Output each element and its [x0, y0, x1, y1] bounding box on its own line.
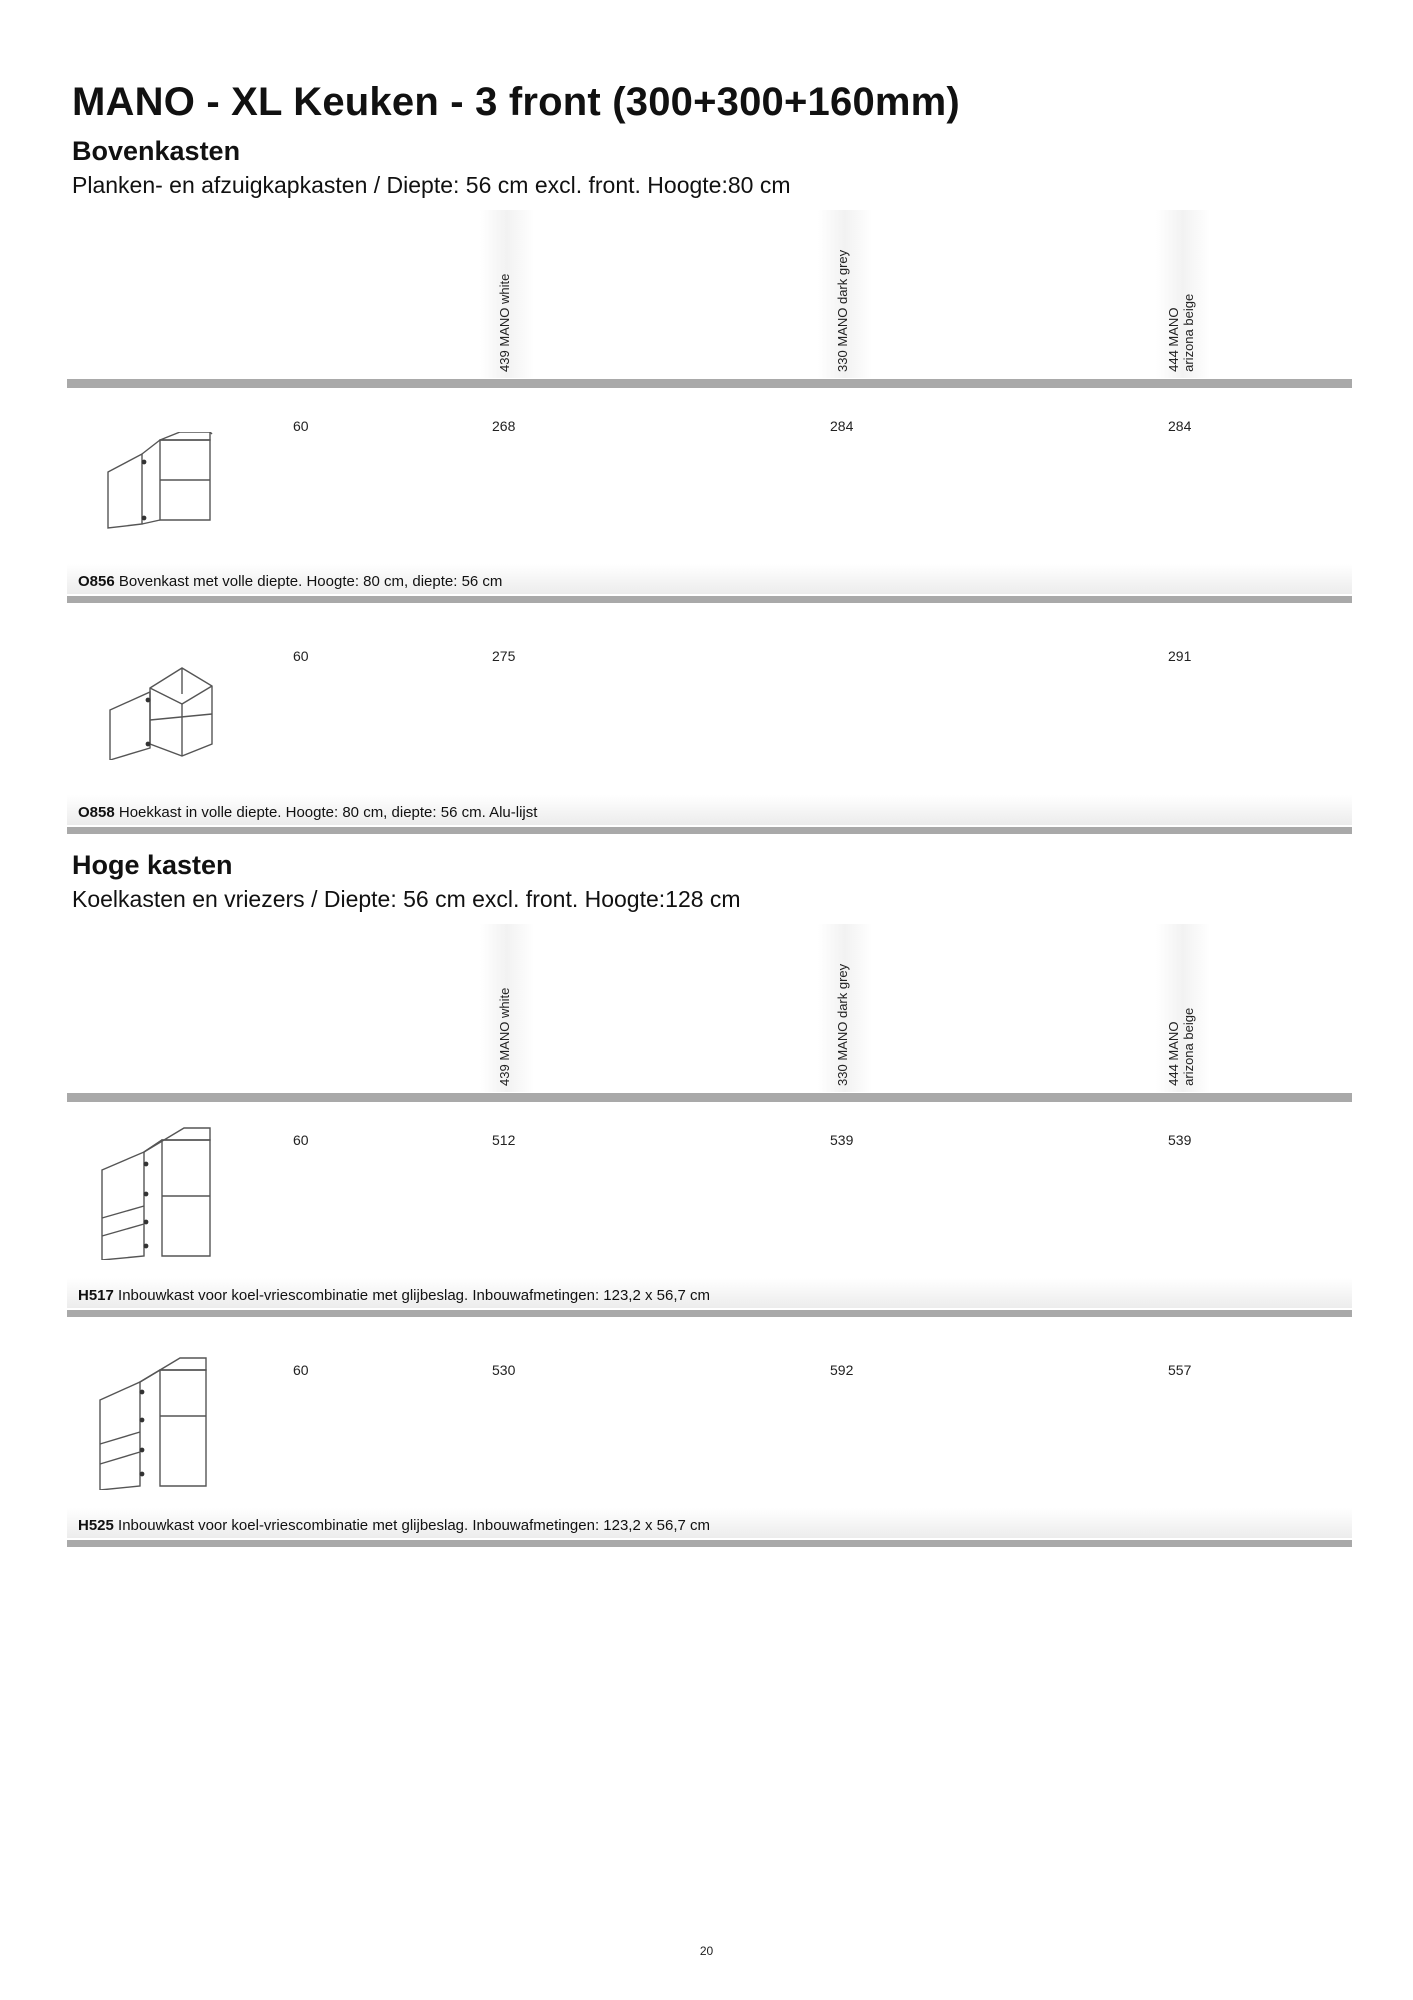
width-value: 60	[293, 648, 309, 664]
column-header-label-line2: arizona beige	[1181, 1007, 1197, 1086]
price-dark-grey: 592	[830, 1362, 854, 1378]
product-code: H525	[78, 1517, 114, 1534]
row-divider	[67, 1540, 1352, 1547]
product-description-text: Inbouwkast voor koel-vriescombinatie met glijbeslag. Inbouwafmetingen: 123,2 x 56,7 cm	[118, 1287, 711, 1304]
section-subtitle-bovenkasten: Planken- en afzuigkapkasten / Diepte: 56 cm excl. front. Hoogte:80 cm	[72, 172, 791, 198]
row-divider	[67, 827, 1352, 834]
width-value: 60	[293, 1132, 309, 1148]
price-dark-grey: 284	[830, 418, 854, 434]
row-divider	[67, 596, 1352, 603]
price-white: 268	[492, 418, 516, 434]
price-white: 512	[492, 1132, 516, 1148]
product-code: O858	[78, 804, 115, 821]
price-white: 275	[492, 648, 516, 664]
header-divider	[67, 379, 1352, 388]
product-description	[78, 804, 537, 821]
price-dark-grey: 539	[830, 1132, 854, 1148]
column-header-label: 439 MANO white	[497, 273, 513, 372]
product-description-text: Inbouwkast voor koel-vriescombinatie met glijbeslag. Inbouwafmetingen: 123,2 x 56,7 cm	[118, 1517, 711, 1534]
product-code: H517	[78, 1287, 114, 1304]
product-description-text: Hoekkast in volle diepte. Hoogte: 80 cm, diepte: 56 cm. Alu-lijst	[118, 804, 538, 821]
tall-cabinet-icon	[94, 1356, 218, 1490]
page-title: MANO - XL Keuken - 3 front (300+300+160mm)	[72, 80, 960, 124]
product-description	[78, 573, 502, 590]
width-value: 60	[293, 418, 309, 434]
page-number: 20	[699, 1944, 714, 1958]
section-title-hoge-kasten: Hoge kasten	[72, 850, 233, 880]
column-header-label: 330 MANO dark grey	[835, 963, 851, 1086]
section-subtitle-hoge-kasten: Koelkasten en vriezers / Diepte: 56 cm excl. front. Hoogte:128 cm	[72, 886, 741, 912]
column-header-dark-grey	[818, 924, 872, 1092]
corner-cabinet-icon	[100, 664, 220, 760]
column-header-arizona-beige	[1156, 924, 1210, 1092]
product-code: O856	[78, 573, 115, 590]
product-description	[78, 1287, 710, 1304]
row-divider	[67, 1310, 1352, 1317]
column-header-label-line2: arizona beige	[1181, 293, 1197, 372]
width-value: 60	[293, 1362, 309, 1378]
wall-cabinet-icon	[100, 432, 220, 532]
product-description-text: Bovenkast met volle diepte. Hoogte: 80 cm, diepte: 56 cm	[118, 573, 503, 590]
price-arizona-beige: 291	[1168, 648, 1192, 664]
price-white: 530	[492, 1362, 516, 1378]
column-header-label-line1: 444 MANO	[1166, 1021, 1182, 1086]
price-arizona-beige: 539	[1168, 1132, 1192, 1148]
header-divider	[67, 1093, 1352, 1102]
column-header-arizona-beige	[1156, 210, 1210, 378]
column-header-label-line1: 444 MANO	[1166, 307, 1182, 372]
column-header-label: 439 MANO white	[497, 987, 513, 1086]
price-arizona-beige: 557	[1168, 1362, 1192, 1378]
column-header-white	[480, 210, 534, 378]
column-header-white	[480, 924, 534, 1092]
column-header-dark-grey	[818, 210, 872, 378]
tall-cabinet-icon	[94, 1126, 218, 1260]
price-arizona-beige: 284	[1168, 418, 1192, 434]
section-title-bovenkasten: Bovenkasten	[72, 136, 241, 166]
column-header-label: 330 MANO dark grey	[835, 249, 851, 372]
product-description	[78, 1517, 710, 1534]
